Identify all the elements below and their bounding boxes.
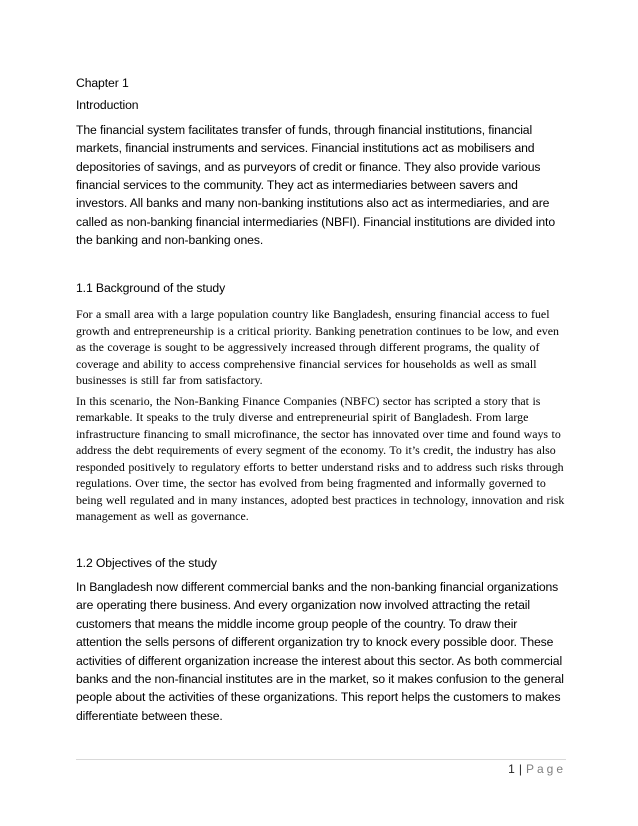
background-paragraph-2: In this scenario, the Non-Banking Finance Companies (NBFC) sector has scripted a story that is remarkable. It speaks to the truly diverse and entrepreneurial spirit of Bangladesh. From large infrastructure financing to small microfinance, the sector has innovated over time and found ways to address the debt requirements of every segment of the economy. To it’s credit, the industry has also responded positively to regulatory efforts to better understand risks and to address such risks through regulations. Over time, the sector has evolved from being fragmented and informally governed to being well regulated and in many instances, adopted best practices in technology, innovation and risk management as well as governance. (76, 393, 565, 524)
introduction-heading: Introduction (76, 98, 139, 113)
page-number-label (508, 762, 566, 776)
page-number: 1 (508, 762, 515, 776)
objectives-paragraph: In Bangladesh now different commercial banks and the non-banking financial organizations are operating there business. And every organization now involved attracting the retail customers that means the middle income group people of the country. To draw their attention the sells persons of different organization try to knock every possible door. These activities of different organization increase the interest about this sector. As both commercial banks and the non-financial institutes are in the market, so it makes confusion to the general people about the activities of these organizations. This report helps the customers to makes differentiate between these. (76, 579, 564, 723)
objectives-heading: 1.2 Objectives of the study (76, 555, 217, 570)
page-word: Page (525, 762, 566, 776)
chapter-title: Chapter 1 (76, 76, 129, 90)
page-number-separator: | (518, 762, 522, 776)
page-content (76, 68, 566, 725)
background-heading: 1.1 Background of the study (76, 280, 226, 295)
introduction-paragraph: The financial system facilitates transfer of funds, through financial institutions, financial markets, financial instruments and services. Financial institutions act as mobilisers and depositories of savings, and as purveyors of credit or finance. They also provide various financial services to the community. They act as intermediaries between savers and investors. All banks and many non-banking institutions also act as intermediaries, and are called as non-banking financial intermediaries (NBFI). Financial institutions are divided into the banking and non-banking ones. (76, 122, 556, 248)
page-footer (76, 759, 566, 776)
background-paragraph-1: For a small area with a large population country like Bangladesh, ensuring financial access to fuel growth and entrepreneurship is a critical priority. Banking penetration continues to be low, and even as the coverage is sought to be aggressively increased through different programs, the quality of coverage and ability to access comprehensive financial services for households as well as small businesses is still far from satisfactory. (76, 307, 559, 388)
